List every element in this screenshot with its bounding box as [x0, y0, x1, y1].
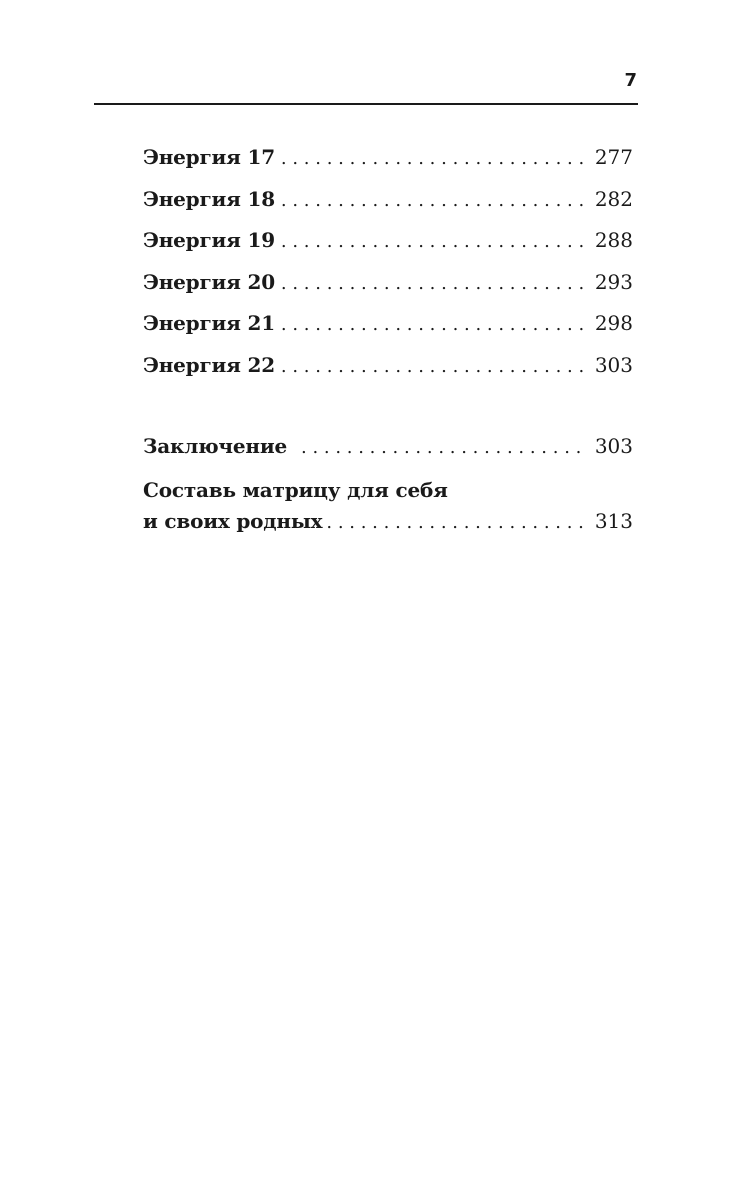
- toc-entry-title: Заключение: [143, 433, 287, 458]
- toc-entry-page: 298: [594, 311, 633, 336]
- toc-entry-title-line1: Составь матрицу для себя: [143, 478, 448, 503]
- toc-entry-page: 288: [594, 228, 633, 253]
- toc-entry-page: 277: [594, 145, 633, 169]
- toc-entry-page: 303: [594, 433, 633, 458]
- toc-entry[interactable]: [143, 268, 633, 310]
- toc-spacer: [143, 393, 633, 432]
- toc-entry-title: Энергия 21: [143, 311, 275, 336]
- toc-entry-title: Энергия 22: [143, 352, 275, 377]
- toc-entry[interactable]: [143, 185, 633, 227]
- toc-dot-leader: [281, 145, 587, 173]
- toc-entry[interactable]: [143, 226, 633, 268]
- toc-dot-leader: [281, 311, 587, 339]
- toc-entry-conclusion[interactable]: [143, 432, 633, 474]
- toc-dot-leader: [281, 353, 587, 381]
- toc-entry-title: Энергия 20: [143, 269, 275, 294]
- toc-entry[interactable]: [143, 143, 633, 185]
- toc-entry-line2: [143, 507, 633, 541]
- toc-dot-leader: [281, 187, 587, 215]
- table-of-contents: [143, 143, 633, 541]
- toc-entry-page: 282: [594, 186, 633, 211]
- toc-entry-page: 303: [594, 352, 633, 377]
- toc-entry-page: 313: [594, 509, 633, 534]
- toc-entry-title: Энергия 17: [143, 145, 275, 169]
- toc-entry[interactable]: [143, 309, 633, 351]
- toc-dot-leader: [281, 228, 587, 256]
- toc-dot-leader: [301, 434, 587, 462]
- toc-entry-title-line2: и своих родных: [143, 509, 323, 534]
- header-rule: [94, 103, 638, 105]
- toc-entry-page: 293: [594, 269, 633, 294]
- toc-dot-leader: [281, 270, 587, 298]
- toc-dot-leader: [326, 509, 586, 537]
- toc-entry-matrix[interactable]: [143, 473, 633, 541]
- toc-entry[interactable]: [143, 351, 633, 393]
- toc-entry-title: Энергия 18: [143, 186, 275, 211]
- page-number: 7: [624, 70, 637, 91]
- toc-entry-title: Энергия 19: [143, 228, 275, 253]
